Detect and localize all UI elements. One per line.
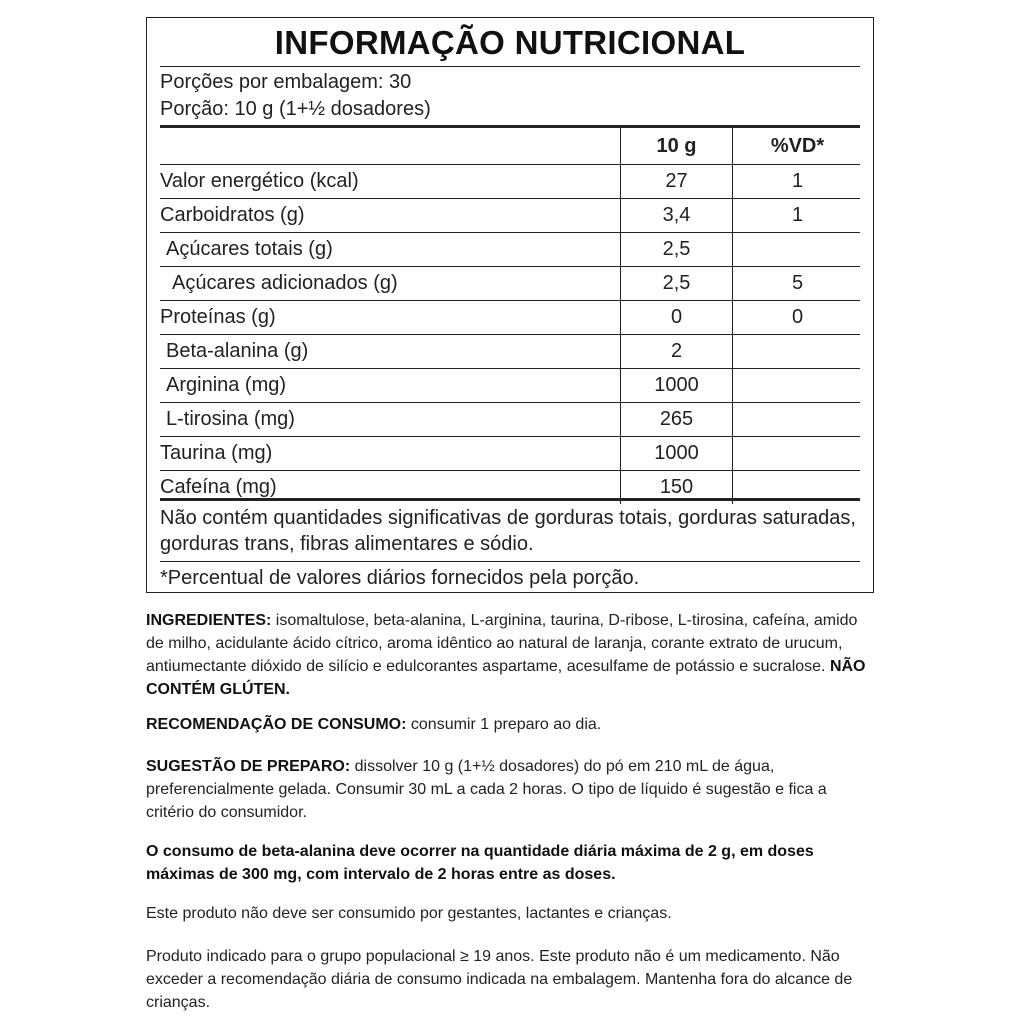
- ingredients-paragraph: [146, 609, 876, 701]
- ingredients-text: isomaltulose, beta-alanina, L-arginina, taurina, D-ribose, L-tirosina, cafeína, amido de milho, acidulante ácido cítrico, aroma idêntico ao natural de laranja, corante extrato de urucum, antiumectante dióxido de silício e edulcorantes aspartame, acesulfame de potássio e sucralose.: [146, 612, 858, 675]
- nutrient-vd: 1: [732, 165, 862, 198]
- beta-alanine-warning: O consumo de beta-alanina deve ocorrer na quantidade diária máxima de 2 g, em doses máximas de 300 mg, com intervalo de 2 horas entre as doses.: [146, 843, 814, 883]
- nutrient-vd: [732, 335, 862, 368]
- nutrient-name: Açúcares totais (g): [166, 238, 333, 260]
- nutrient-value: 1000: [620, 437, 732, 470]
- nutrient-value: 3,4: [620, 199, 732, 232]
- servings-per-package: Porções por embalagem: 30: [160, 71, 412, 93]
- table-row: [160, 437, 860, 471]
- population-warning: Produto indicado para o grupo populacional ≥ 19 anos. Este produto não é um medicamento. Não exceder a recomendação diária de consumo indicada na embalagem. Mantenha fora do alcance de crianças.: [146, 948, 853, 1011]
- consumption-recommendation: [146, 713, 876, 736]
- table-row: [160, 403, 860, 437]
- nutrient-value: 0: [620, 301, 732, 334]
- table-bottom-divider: [160, 498, 860, 501]
- nutrient-value: 265: [620, 403, 732, 436]
- header-vd-cell: %VD*: [732, 128, 862, 164]
- nutrient-value: 2: [620, 335, 732, 368]
- table-row: [160, 301, 860, 335]
- header-portion-cell: 10 g: [620, 128, 732, 164]
- nutrient-vd: [732, 233, 862, 266]
- nutrient-name: Arginina (mg): [166, 374, 287, 396]
- serving-size: Porção: 10 g (1+½ dosadores): [160, 98, 431, 120]
- nutrient-vd: [732, 403, 862, 436]
- note-divider: [160, 561, 860, 562]
- nutrient-vd: 5: [732, 267, 862, 300]
- preparation-text: dissolver 10 g (1+½ dosadores) do pó em 210 mL de água, preferencialmente gelada. Consumir 30 mL a cada 2 horas. O tipo de líquido é sugestão e fica a critério do consumidor.: [146, 758, 827, 821]
- table-row: [160, 335, 860, 369]
- preparation-label: SUGESTÃO DE PREPARO:: [146, 758, 351, 775]
- table-row: [160, 233, 860, 267]
- nutrient-value: 1000: [620, 369, 732, 402]
- nutrient-name: Valor energético (kcal): [160, 170, 359, 192]
- table-row: [160, 165, 860, 199]
- table-row: [160, 369, 860, 403]
- title-divider: [160, 66, 860, 67]
- not-significant-note: Não contém quantidades significativas de gorduras totais, gorduras saturadas, gorduras trans, fibras alimentares e sódio.: [160, 507, 856, 555]
- table-row: [160, 199, 860, 233]
- nutrient-vd: [732, 437, 862, 470]
- nutrition-facts-panel: [146, 17, 874, 593]
- table-header-row: [160, 128, 860, 165]
- nutrient-name: Cafeína (mg): [160, 476, 277, 498]
- nutrient-vd: 0: [732, 301, 862, 334]
- nutrition-table: [160, 128, 860, 504]
- panel-title: INFORMAÇÃO NUTRICIONAL: [274, 24, 746, 61]
- nutrient-value: 2,5: [620, 233, 732, 266]
- recommendation-label: RECOMENDAÇÃO DE CONSUMO:: [146, 716, 407, 733]
- preparation-suggestion: [146, 755, 876, 824]
- pregnancy-warning: Este produto não deve ser consumido por gestantes, lactantes e crianças.: [146, 905, 672, 922]
- nutrient-name: Açúcares adicionados (g): [172, 272, 398, 294]
- nutrient-value: 2,5: [620, 267, 732, 300]
- header-name-cell: [160, 128, 620, 164]
- nutrient-name: Taurina (mg): [160, 442, 273, 464]
- nutrient-vd: [732, 369, 862, 402]
- table-row: [160, 267, 860, 301]
- recommendation-text: consumir 1 preparo ao dia.: [406, 716, 602, 733]
- nutrient-name: Carboidratos (g): [160, 204, 305, 226]
- vd-footnote: *Percentual de valores diários fornecidos pela porção.: [160, 567, 640, 589]
- ingredients-label: INGREDIENTES:: [146, 612, 272, 629]
- nutrient-value: 150: [620, 471, 732, 504]
- nutrient-vd: 1: [732, 199, 862, 232]
- nutrient-name: L-tirosina (mg): [166, 408, 295, 430]
- nutrient-value: 27: [620, 165, 732, 198]
- gluten-free-note: NÃO CONTÉM GLÚTEN.: [146, 658, 866, 698]
- nutrient-name: Beta-alanina (g): [166, 340, 309, 362]
- nutrient-name: Proteínas (g): [160, 306, 276, 328]
